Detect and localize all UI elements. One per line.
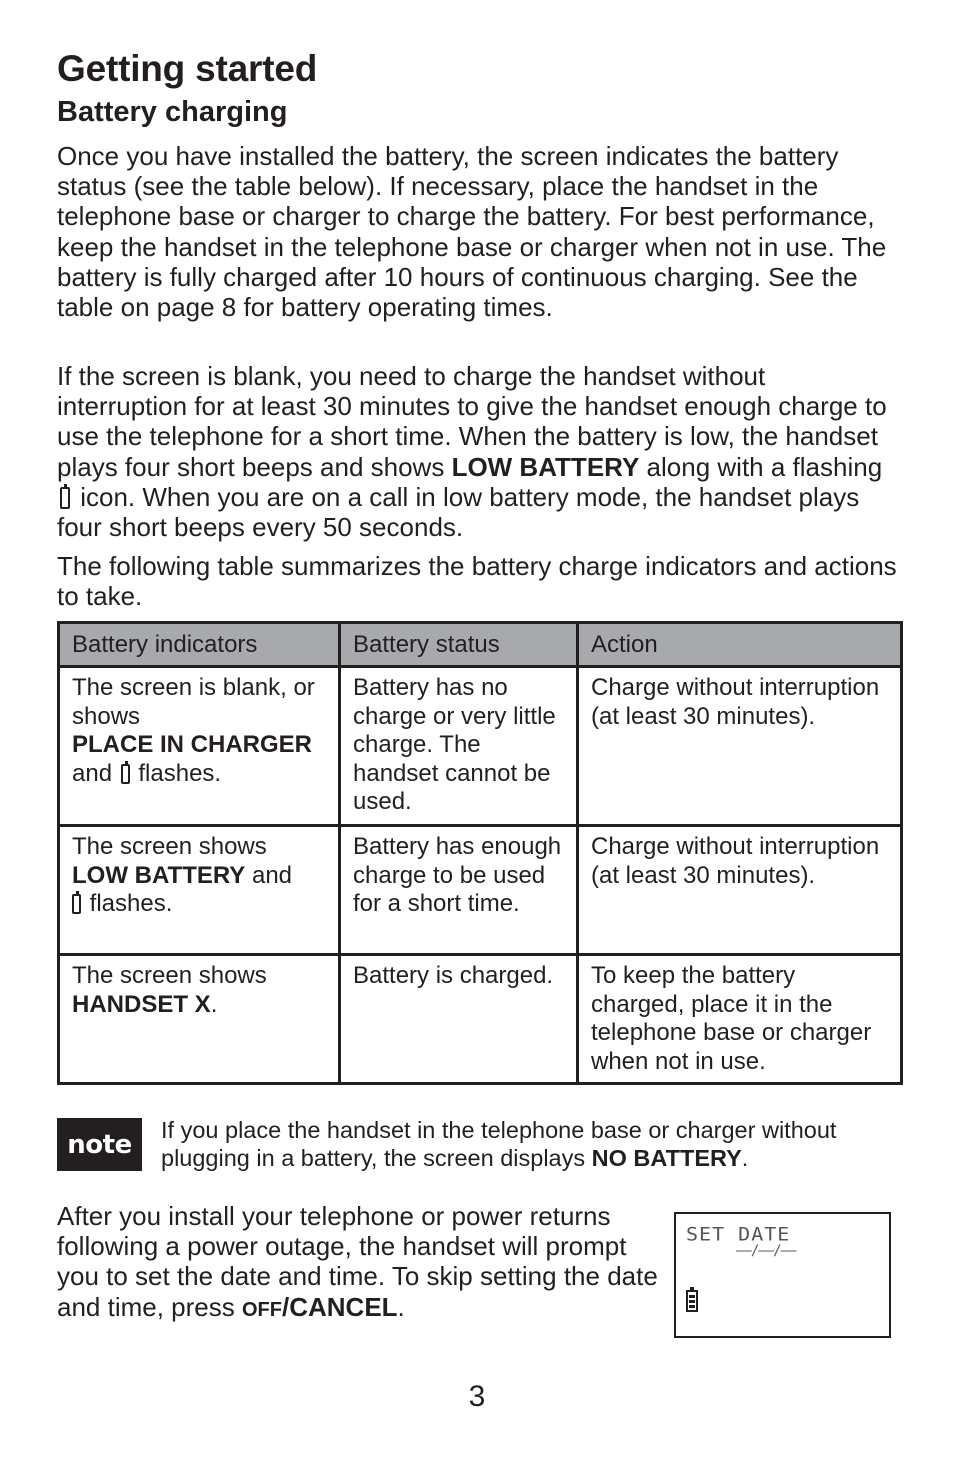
lcd-set-date-text: SET DATE [686, 1222, 791, 1246]
battery-icon [60, 487, 70, 509]
indicator-cell: The screen is blank, or shows PLACE IN CHARGER and flashes. [59, 667, 340, 826]
lcd-date-placeholder: ——/——/—— [736, 1243, 796, 1259]
lcd-screen-illustration [674, 1212, 891, 1338]
off-key-label: OFF [241, 1298, 282, 1321]
blank-screen-paragraph: If the screen is blank, you need to charge the handset without interruption for at least 30 minutes to give the handset enough charge to use the telephone for a short time. When the battery is low, the handset plays four short beeps and shows LOW BATTERY along with a flashing icon. When you are on a call in low battery mode, the handset plays four short beeps every 50 seconds. [57, 361, 887, 543]
column-header: Battery indicators [59, 623, 340, 667]
intro-paragraph: Once you have installed the battery, the screen indicates the battery status (see the table below). If necessary, place the handset in the telephone base or charger to charge the battery. For best performance, keep the handset in the telephone base or charger when not in use. The battery is fully charged after 10 hours of continuous charging. See the table on page 8 for battery operating times. [57, 141, 887, 323]
lcd-battery-icon [686, 1290, 698, 1312]
indicator-cell: The screen shows LOW BATTERY and flashes. [59, 826, 340, 955]
section-heading: Battery charging [57, 96, 288, 128]
indicator-cell: The screen shows HANDSET X. [59, 955, 340, 1084]
battery-icon [121, 764, 130, 784]
table-header-row [59, 623, 902, 667]
action-cell: Charge without interruption (at least 30 minutes). [578, 826, 902, 955]
table-row [59, 955, 902, 1084]
battery-icon [72, 894, 81, 914]
note-label: note [57, 1118, 142, 1171]
action-cell: To keep the battery charged, place it in the telephone base or charger when not in use. [578, 955, 902, 1084]
status-cell: Battery has no charge or very little charge. The handset cannot be used. [340, 667, 578, 826]
status-cell: Battery has enough charge to be used for a short time. [340, 826, 578, 955]
table-row [59, 826, 902, 955]
table-intro-paragraph: The following table summarizes the battery charge indicators and actions to take. [57, 551, 897, 612]
column-header: Action [578, 623, 902, 667]
table-row [59, 667, 902, 826]
page-number: 3 [468, 1380, 486, 1413]
battery-indicator-table [57, 621, 903, 1085]
low-battery-text: LOW BATTERY [451, 451, 640, 482]
cancel-key-label: /CANCEL [281, 1291, 398, 1322]
page-title: Getting started [57, 48, 318, 89]
status-cell: Battery is charged. [340, 955, 578, 1084]
note-text: If you place the handset in the telephone base or charger without plugging in a battery, the screen displays NO BATTERY. [161, 1117, 837, 1171]
column-header: Battery status [340, 623, 578, 667]
set-date-paragraph: After you install your telephone or power returns following a power outage, the handset will prompt you to set the date and time. To skip setting the date and time, press OFF/CANCEL. [57, 1201, 658, 1322]
action-cell: Charge without interruption (at least 30 minutes). [578, 667, 902, 826]
